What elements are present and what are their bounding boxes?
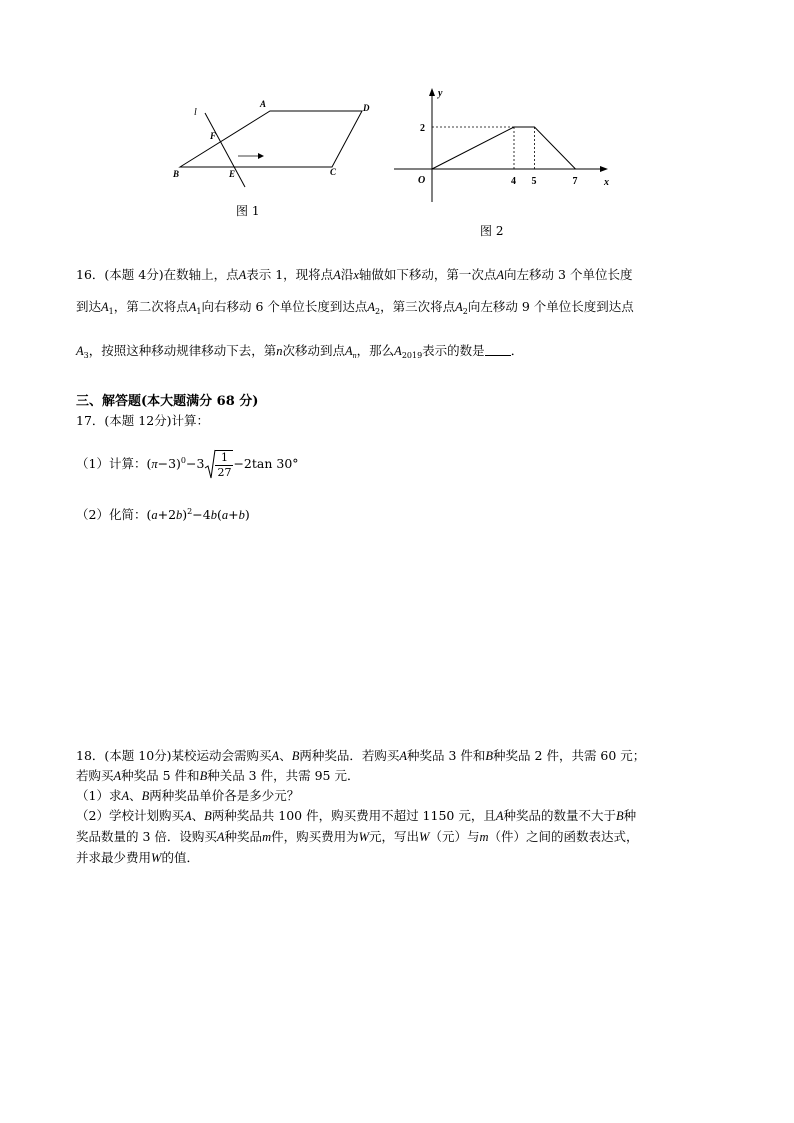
label-a: A <box>260 99 267 109</box>
answer-blank <box>485 345 511 356</box>
figure-2-caption: 图 2 <box>480 224 504 238</box>
q16-line-3: $A_3$，按照这种移动规律移动下去，第n次移动到点$A_n$，那么$A_{2019}$表示的数是 ． <box>76 343 524 360</box>
figure-2-graph <box>388 82 618 207</box>
graph-line <box>432 127 576 169</box>
x-axis-label: x <box>604 177 609 188</box>
origin-label: O <box>418 175 426 186</box>
y-axis-label: y <box>438 88 443 99</box>
label-b: B <box>173 169 180 179</box>
section-3-title: 三、解答题(本大题满分 68 分) <box>76 394 259 409</box>
x-tick-label: 7 <box>572 176 578 187</box>
y-tick-label: 2 <box>420 123 425 134</box>
x-tick-label: 5 <box>531 176 537 187</box>
q16-line-2: 到达$A_1$，第二次将点$A_1$向右移动 6 个单位长度到达点$A_2$，第三次将点$A_2$向左移动 9 个单位长度到达点 <box>76 299 634 316</box>
q16-line-1: 16．(本题 4分)在数轴上，点A表示 1，现将点A沿x轴做如下移动，第一次点A向左移动 3 个单位长度 <box>76 267 633 282</box>
q18-line-3: （1）求A、B两种奖品单价各是多少元？ <box>76 788 300 803</box>
q17-header: 17．(本题 12分)计算： <box>76 413 210 428</box>
sqrt-expression: $\frac{1}{27}$ <box>204 448 233 481</box>
q17-part-2: （2）化简：$(a+2b)^2-4b(a+b)$ <box>76 507 250 522</box>
arrow-head <box>258 153 264 159</box>
x-axis-arrow <box>600 166 608 172</box>
q18-line-1: 18．(本题 10分)某校运动会需购买A、B两种奖品．若购买A种奖品 3 件和B种奖品 2 件，共需 60 元； <box>76 748 646 763</box>
x-tick-label: 4 <box>511 176 516 187</box>
label-e: E <box>229 169 236 179</box>
line-l <box>205 113 245 187</box>
q18-line-5: 奖品数量的 3 倍．设购买A种奖品m件，购买费用为W元，写出W（元）与m（件）之间的函数表达式， <box>76 829 639 844</box>
figure-1-caption: 图 1 <box>236 204 260 218</box>
y-axis-arrow <box>429 88 435 96</box>
label-c: C <box>330 167 337 177</box>
q18-line-2: 若购买A种奖品 5 件和B种关品 3 件，共需 95 元． <box>76 768 360 783</box>
label-d: D <box>363 103 370 113</box>
label-f: F <box>210 131 217 141</box>
q18-line-6: 并求最少费用W的值． <box>76 850 199 865</box>
q18-line-4: （2）学校计划购买A、B两种奖品共 100 件，购买费用不超过 1150 元，且A种奖品的数量不大于B种 <box>76 808 637 823</box>
q17-part-1: （1）计算：$(\pi-3)^0-3$ $\frac{1}{27}$ −2tan 30° <box>76 445 299 481</box>
figure-1-parallelogram <box>160 95 390 195</box>
label-l: l <box>194 107 197 118</box>
parallelogram-abcd <box>180 111 362 167</box>
